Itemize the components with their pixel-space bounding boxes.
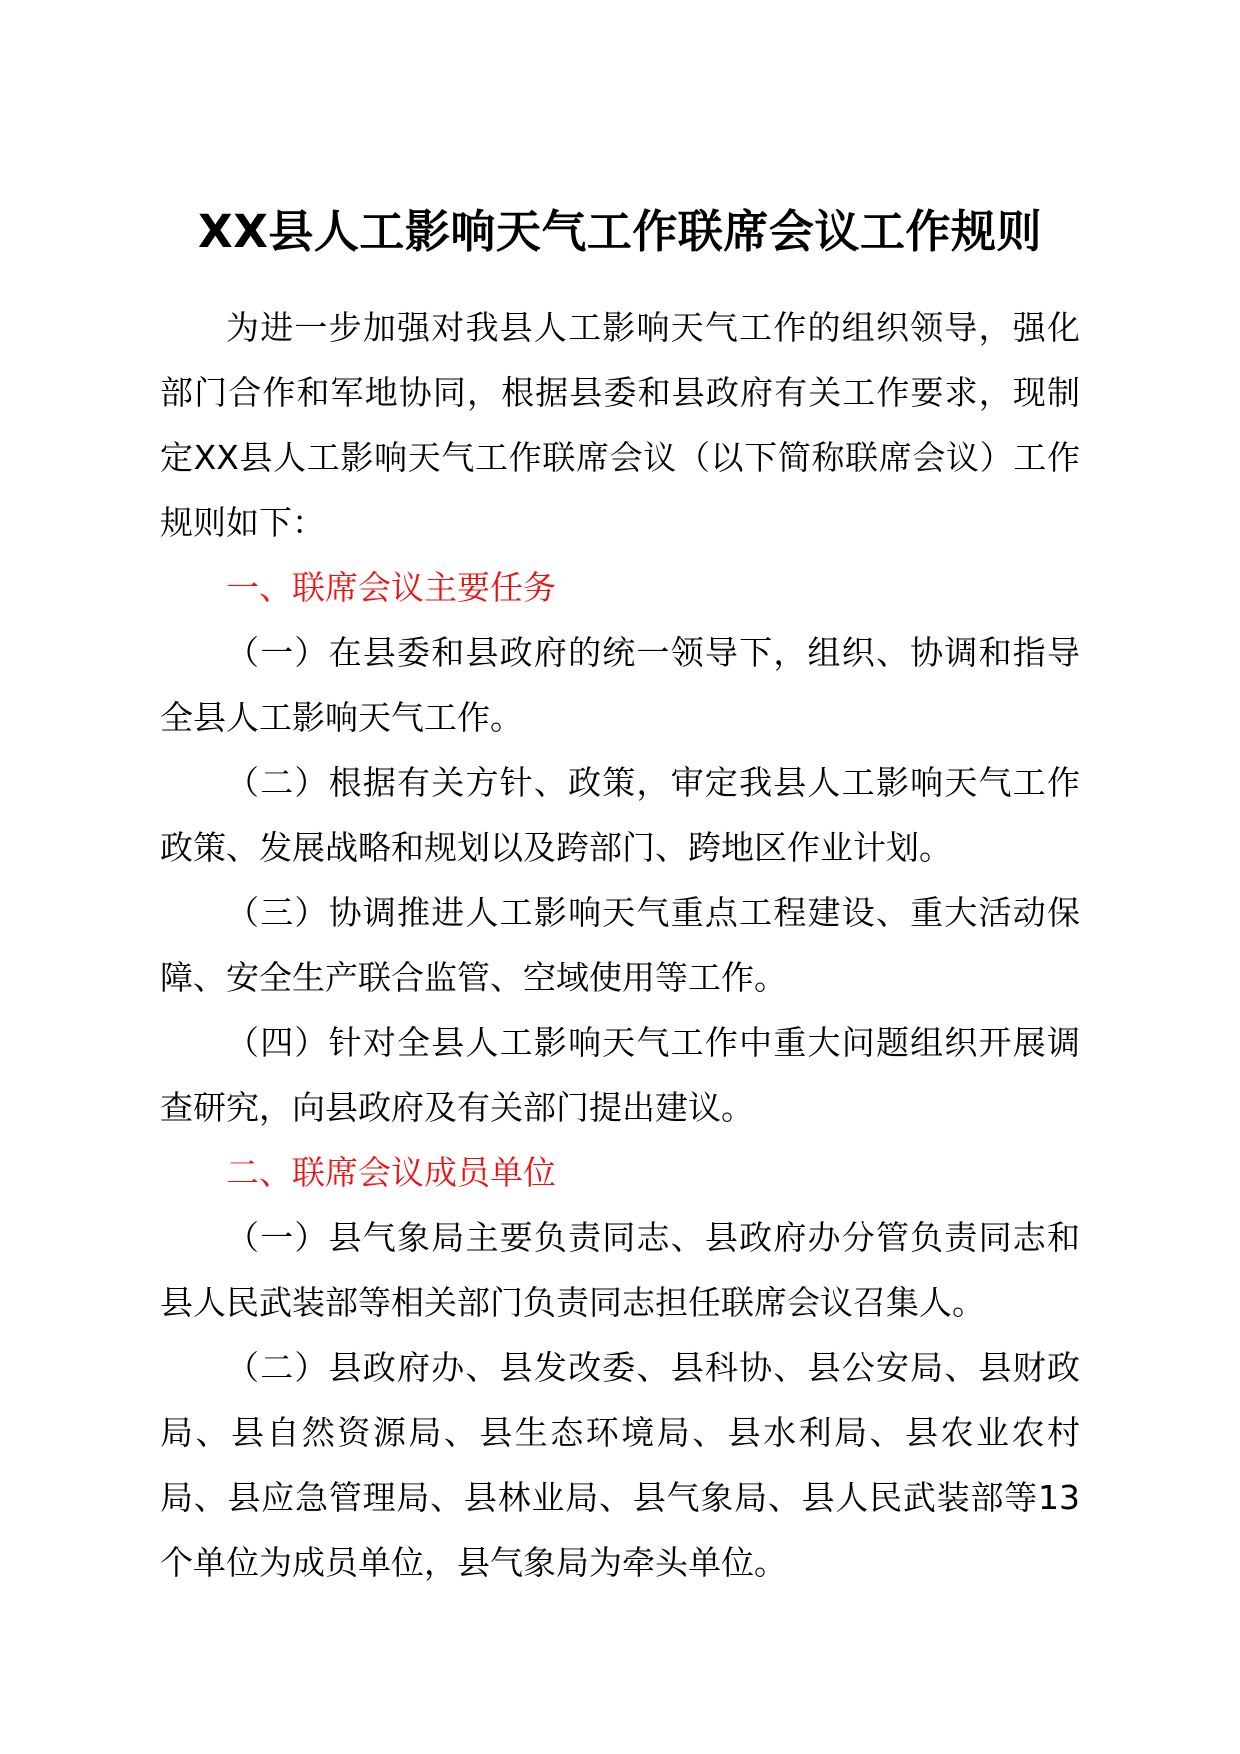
task-item-1: （一）在县委和县政府的统一领导下，组织、协调和指导全县人工影响天气工作。 (160, 633, 1080, 737)
section-heading-members: 二、联席会议成员单位 (226, 1153, 556, 1192)
member-item-2: （二）县政府办、县发改委、县科协、县公安局、县财政局、县自然资源局、县生态环境局、县水利局、县农业农村局、县应急管理局、县林业局、县气象局、县人民武装部等13个单位为成员单位，县气象局为牵头单位。 (160, 1348, 1080, 1582)
task-item-2: （二）根据有关方针、政策，审定我县人工影响天气工作政策、发展战略和规划以及跨部门、跨地区作业计划。 (160, 763, 1080, 867)
task-item-4: （四）针对全县人工影响天气工作中重大问题组织开展调查研究，向县政府及有关部门提出建议。 (160, 1023, 1080, 1127)
task-item-3: （三）协调推进人工影响天气重点工程建设、重大活动保障、安全生产联合监管、空域使用等工作。 (160, 893, 1080, 997)
document-body (160, 295, 1080, 1595)
intro-paragraph: 为进一步加强对我县人工影响天气工作的组织领导，强化部门合作和军地协同，根据县委和县政府有关工作要求，现制定XX县人工影响天气工作联席会议（以下简称联席会议）工作规则如下： (160, 308, 1080, 542)
section-heading-tasks: 一、联席会议主要任务 (226, 568, 556, 607)
member-item-1: （一）县气象局主要负责同志、县政府办分管负责同志和县人民武装部等相关部门负责同志担任联席会议召集人。 (160, 1218, 1080, 1322)
document-title: XX县人工影响天气工作联席会议工作规则 (198, 205, 1042, 258)
